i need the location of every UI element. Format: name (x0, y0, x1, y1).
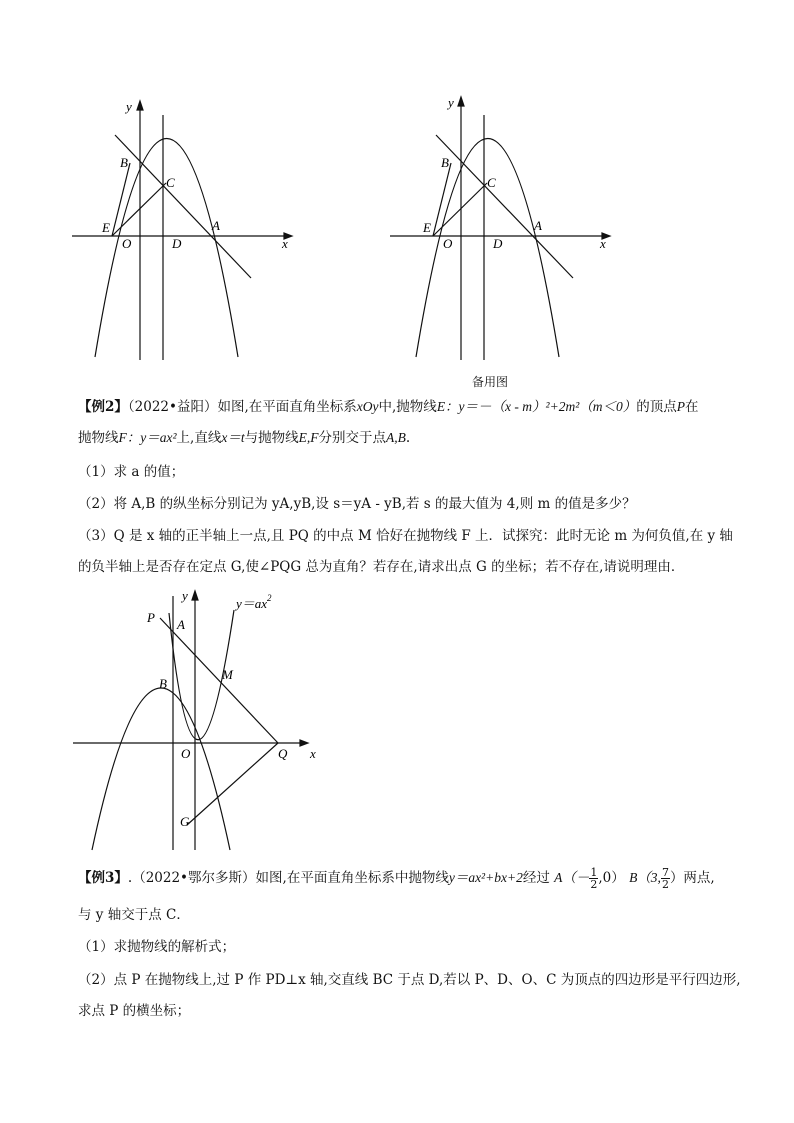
parabola-E-equation: E：y＝－（x - m）²+2m²（m＜0） (436, 399, 637, 414)
example-3-question-1: （1）求抛物线的解析式； (78, 939, 236, 955)
line-EB (433, 163, 451, 236)
figure-2 (388, 95, 623, 365)
fraction-seven-halves: $\frac{7}{2}$ (661, 866, 669, 891)
example-3-line-1: 【例3】.（2022•鄂尔多斯）如图,在平面直角坐标系中抛物线y＝ax²+bx+2经过 A（－ $\frac{1}{2}$ ,0） B（3, $\frac{7}{2}$ ）两点, (78, 866, 715, 891)
example-2-question-3-line-2: 的负半轴上是否存在定点 G,使∠PQG 总为直角？若存在,请求出点 G 的坐标；若不存在,请说明理由． (78, 559, 685, 575)
parabola (95, 139, 238, 358)
label-O: O (443, 236, 453, 251)
example-2-line-2: 抛物线F：y＝ax²上,直线x＝t与抛物线E,F分别交于点A,B. (78, 430, 411, 446)
label-x: x (282, 236, 288, 251)
example-source: .（2022•鄂尔多斯） (127, 870, 256, 886)
label-B: B (159, 676, 167, 691)
example-tag: 【例3】 (78, 870, 128, 886)
y-axis-arrow (458, 97, 464, 106)
label-G: G (180, 814, 190, 829)
line-EC (112, 183, 166, 236)
label-D: D (172, 236, 182, 251)
y-axis-arrow (192, 591, 198, 600)
example-3-question-2-line-2: 求点 P 的横坐标； (78, 1003, 191, 1019)
figure-3 (70, 588, 340, 853)
label-x: x (310, 746, 316, 761)
label-C: C (487, 175, 496, 190)
parabola-F-equation: F：y＝ax² (118, 430, 177, 445)
line-AB (115, 135, 251, 278)
example-2-question-1: （1）求 a 的值； (78, 464, 185, 480)
label-E: E (423, 220, 431, 235)
label-y: y (448, 95, 454, 110)
label-y: y (126, 99, 132, 114)
line-QG (187, 743, 278, 825)
label-x: x (600, 236, 606, 251)
label-D: D (493, 236, 503, 251)
label-E: E (102, 220, 110, 235)
label-C: C (166, 175, 175, 190)
example-3-question-2-line-1: （2）点 P 在抛物线上,过 P 作 PD⊥x 轴,交直线 BC 于点 D,若以 P、D、O、C 为顶点的四边形是平行四边形, (78, 972, 741, 988)
example-2-question-2: （2）将 A,B 的纵坐标分别记为 yA,yB,设 s＝yA - yB,若 s 的最大值为 4,则 m 的值是多少？ (78, 496, 636, 512)
example-tag: 【例2】 (78, 399, 128, 415)
x-axis-arrow (300, 740, 308, 746)
example-3-line-2: 与 y 轴交于点 C． (78, 907, 190, 923)
figure-1 (70, 95, 305, 365)
parabola-E (92, 688, 230, 850)
label-B: B (120, 155, 128, 170)
fraction-half: $\frac{1}{2}$ (590, 866, 598, 891)
label-M: M (222, 667, 233, 682)
line-EC (433, 183, 487, 236)
label-A: A (534, 218, 542, 233)
parabola-equation: y＝ax²+bx+2 (448, 870, 523, 885)
label-A: A (212, 218, 220, 233)
label-O: O (181, 746, 191, 761)
label-Q: Q (278, 746, 288, 761)
label-P: P (147, 610, 155, 625)
example-2-line-1: 【例2】（2022•益阳）如图,在平面直角坐标系xOy中,抛物线E：y＝－（x - m）²+2m²（m＜0）的顶点P在 (78, 399, 699, 415)
curve-label: $y=ax^2$ (236, 593, 272, 611)
label-A: A (177, 617, 185, 632)
parabola (416, 139, 559, 358)
label-B: B (441, 155, 449, 170)
example-2-question-3-line-1: （3）Q 是 x 轴的正半轴上一点,且 PQ 的中点 M 恰好在抛物线 F 上．试探究：此时无论 m 为何负值,在 y 轴 (78, 528, 733, 544)
example-source: （2022•益阳） (127, 399, 218, 415)
line-AB (436, 135, 573, 278)
figure-2-caption: 备用图 (472, 375, 509, 389)
label-y: y (182, 588, 188, 603)
line-EB (112, 163, 130, 236)
y-axis-arrow (137, 101, 143, 110)
label-O: O (122, 236, 132, 251)
